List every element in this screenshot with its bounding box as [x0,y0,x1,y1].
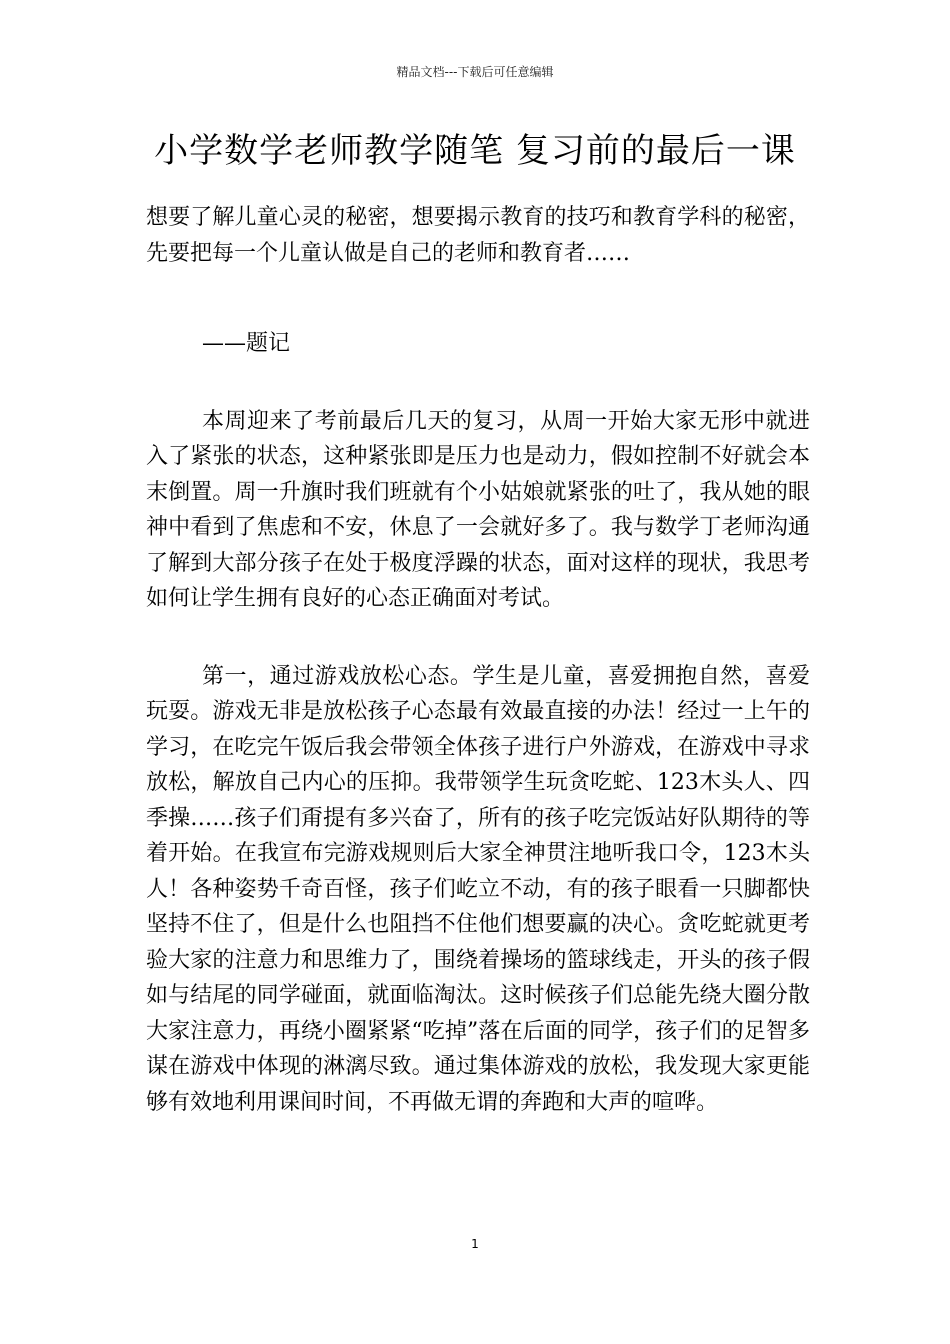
spacer [146,617,810,659]
page-number: 1 [471,1237,479,1251]
spacer [146,362,810,404]
epigraph: 想要了解儿童心灵的秘密，想要揭示教育的技巧和教育学科的秘密，先要把每一个儿童认做是自己的老师和教育者…… [146,205,810,266]
spacer [146,271,810,326]
paragraph-1: 本周迎来了考前最后几天的复习，从周一开始大家无形中就进入了紧张的状态，这种紧张即是压力也是动力，假如控制不好就会本末倒置。周一升旗时我们班就有个小姑娘就紧张的吐了，我从她的眼神中看到了焦虑和不安，休息了一会就好多了。我与数学丁老师沟通了解到大部分孩子在处于极度浮躁的状态，面对这样的现状，我思考如何让学生拥有良好的心态正确面对考试。 [146,408,810,611]
document-title: 小学数学老师教学随笔 复习前的最后一课 [154,131,796,171]
epigraph-attribution: ——题记 [202,331,291,356]
document-body [146,200,810,1120]
page-header: 精品文档---下载后可任意编辑 [396,65,554,79]
paragraph-2: 第一，通过游戏放松心态。学生是儿童，喜爱拥抱自然，喜爱玩耍。游戏无非是放松孩子心态最有效最直接的办法！经过一上午的学习，在吃完午饭后我会带领全体孩子进行户外游戏，在游戏中寻求放松，解放自己内心的压抑。我带领学生玩贪吃蛇、123木头人、四季操……孩子们甭提有多兴奋了，所有的孩子吃完饭站好队期待的等着开始。在我宣布完游戏规则后大家全神贯注地听我口令，123木头人！各种姿势千奇百怪，孩子们屹立不动，有的孩子眼看一只脚都快坚持不住了，但是什么也阻挡不住他们想要赢的决心。贪吃蛇就更考验大家的注意力和思维力了，围绕着操场的篮球线走，开头的孩子假如与结尾的同学碰面，就面临淘汰。这时候孩子们总能先绕大圈分散大家注意力，再绕小圈紧紧“吃掉”落在后面的同学，孩子们的足智多谋在游戏中体现的淋漓尽致。通过集体游戏的放松，我发现大家更能够有效地利用课间时间，不再做无谓的奔跑和大声的喧哗。 [146,663,810,1115]
